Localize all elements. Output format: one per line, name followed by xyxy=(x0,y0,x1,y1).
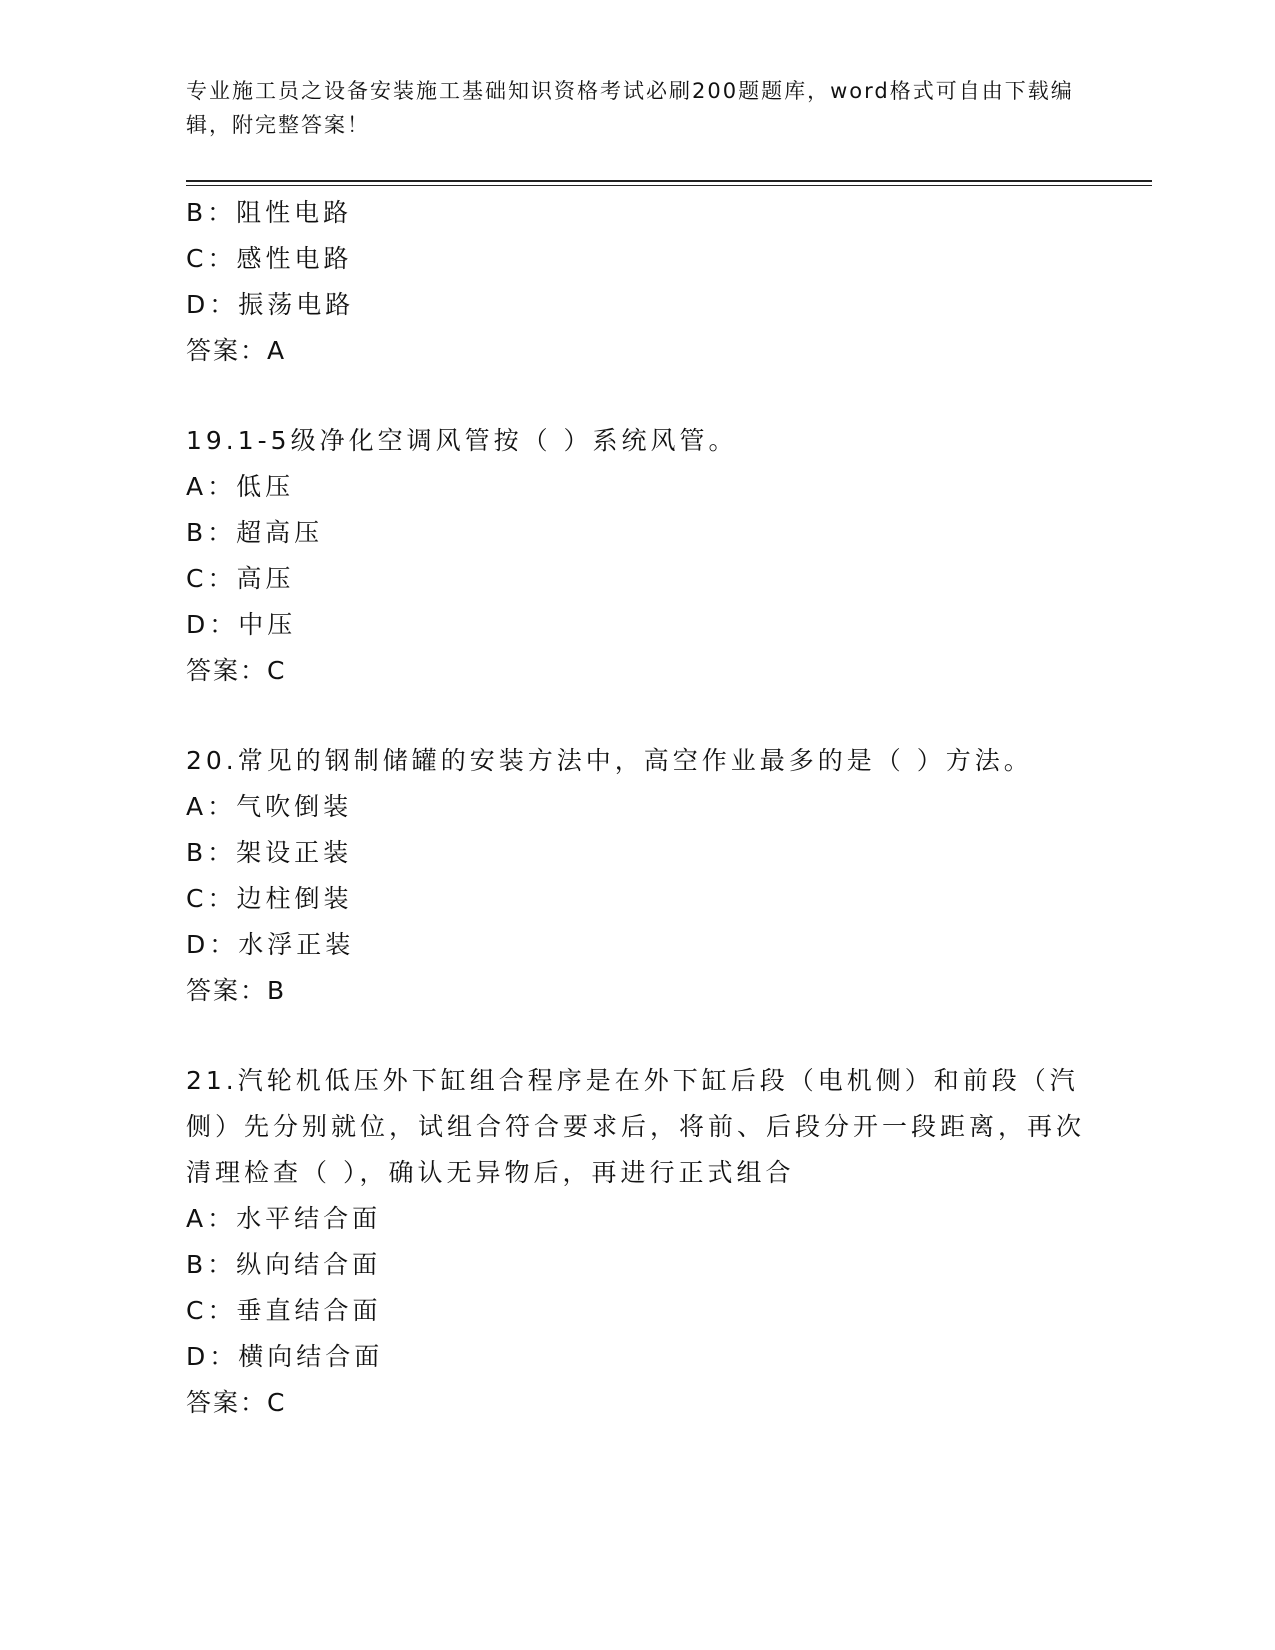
option-d: D：横向结合面 xyxy=(186,1342,384,1371)
answer-line: 答案：C xyxy=(186,1388,287,1417)
question-19 xyxy=(186,418,1086,694)
document-header: 专业施工员之设备安装施工基础知识资格考试必刷200题题库，word格式可自由下载编辑，附完整答案！ xyxy=(186,79,1074,137)
question-stem: 21.汽轮机低压外下缸组合程序是在外下缸后段（电机侧）和前段（汽侧）先分别就位，试组合符合要求后，将前、后段分开一段距离，再次清理检查（ ），确认无异物后，再进行正式组合 xyxy=(186,1066,1086,1187)
answer-line: 答案：B xyxy=(186,976,287,1005)
option-a: A：低压 xyxy=(186,472,295,501)
option-b: B：纵向结合面 xyxy=(186,1250,382,1279)
header-divider-thin xyxy=(186,185,1152,186)
question-20 xyxy=(186,738,1086,1014)
option-b: B：超高压 xyxy=(186,518,324,547)
question-list xyxy=(186,190,1086,1426)
option-c: C：感性电路 xyxy=(186,244,353,273)
option-b: B：架设正装 xyxy=(186,838,353,867)
answer-line: 答案：A xyxy=(186,336,287,365)
option-b: B：阻性电路 xyxy=(186,198,353,227)
header-divider-thick xyxy=(186,180,1152,182)
option-c: C：高压 xyxy=(186,564,295,593)
question-stem: 20.常见的钢制储罐的安装方法中，高空作业最多的是（ ）方法。 xyxy=(186,746,1033,775)
option-c: C：边柱倒装 xyxy=(186,884,353,913)
answer-line: 答案：C xyxy=(186,656,287,685)
option-d: D：振荡电路 xyxy=(186,290,355,319)
question-21 xyxy=(186,1058,1086,1426)
option-d: D：中压 xyxy=(186,610,297,639)
option-a: A：水平结合面 xyxy=(186,1204,382,1233)
prev-question-tail xyxy=(186,190,1086,374)
option-a: A：气吹倒装 xyxy=(186,792,353,821)
option-d: D：水浮正装 xyxy=(186,930,355,959)
question-stem: 19.1-5级净化空调风管按（ ）系统风管。 xyxy=(186,426,738,455)
option-c: C：垂直结合面 xyxy=(186,1296,382,1325)
